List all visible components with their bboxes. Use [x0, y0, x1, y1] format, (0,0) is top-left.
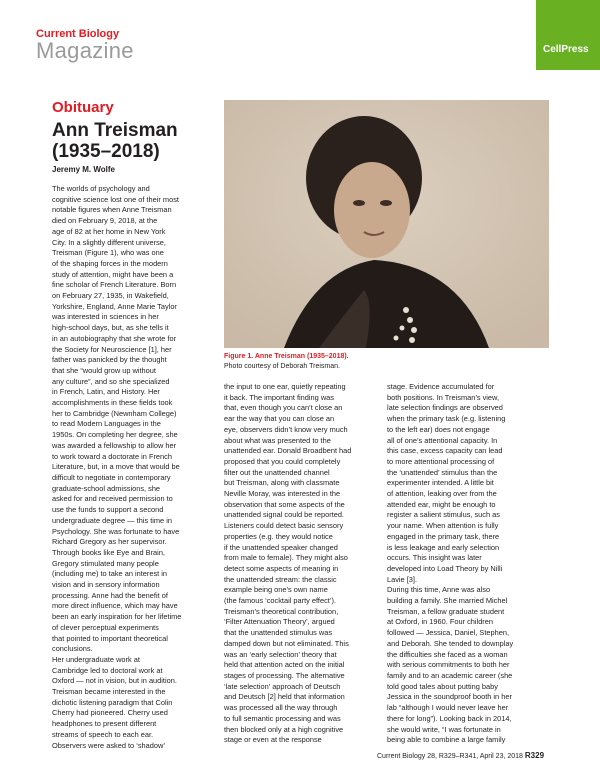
- text-line: ‘Filter Attenuation Theory’, argued: [224, 617, 335, 627]
- text-line: Cherry had pioneered. Cherry used: [52, 708, 168, 718]
- text-line: told good tales about putting baby: [387, 681, 498, 691]
- text-line: this case, excess capacity can lead: [387, 446, 503, 456]
- text-line: of attention, leaking over from the: [387, 489, 497, 499]
- text-line: and Deutsch [2] held that information: [224, 692, 345, 702]
- section-type: Magazine: [36, 38, 134, 63]
- text-line: from male to female). They might also: [224, 553, 348, 563]
- text-column-2: [224, 382, 374, 746]
- text-line: damped down but not eliminated. This: [224, 638, 349, 648]
- text-line: family and to an academic career (she: [387, 670, 513, 680]
- text-line: stage or even at the response: [224, 735, 322, 745]
- text-line: study of attention, might have been a: [52, 269, 174, 279]
- text-line: followed — Jessica, Daniel, Stephen,: [387, 628, 510, 638]
- text-line: unattended ear. Donald Broadbent had: [224, 446, 352, 456]
- text-line: Cambridge led to doctoral work at: [52, 665, 163, 675]
- text-line: was processed all the way through: [224, 703, 338, 713]
- text-line: father was panicked by the thought: [52, 355, 167, 365]
- journal-name: Current Biology: [36, 28, 120, 40]
- text-line: register a salient stimulus, such as: [387, 510, 500, 520]
- text-column-1: [52, 184, 216, 751]
- text-line: fine scholar of French Literature. Born: [52, 280, 177, 290]
- text-line: Literature, but, in a move that would be: [52, 462, 180, 472]
- text-line: and Deborah. She tended to downplay: [387, 638, 514, 648]
- text-line: there for long”). Looking back in 2014,: [387, 713, 512, 723]
- text-line: it back. The important finding was: [224, 392, 334, 402]
- article-title-line2: (1935–2018): [52, 141, 160, 162]
- text-line: in French, Latin, and History. Her: [52, 387, 160, 397]
- text-line: experimenter intended. A little bit: [387, 478, 494, 488]
- text-line: but Treisman, along with classmate: [224, 478, 340, 488]
- text-line: conclusions.: [52, 644, 93, 654]
- text-line: the unattended stream: the classic: [224, 574, 337, 584]
- text-line: Treisman became interested in the: [52, 687, 166, 697]
- text-line: headphones to present different: [52, 719, 157, 729]
- text-line: that the unattended stimulus was: [224, 628, 333, 638]
- figure-label: Figure 1. Anne Treisman (1935–2018).: [224, 353, 349, 360]
- text-line: streams of speech to each ear.: [52, 729, 154, 739]
- text-line: in an autobiography that she wrote for: [52, 333, 177, 343]
- text-line: Through books like Eye and Brain,: [52, 547, 165, 557]
- text-line: asked for and received permission to: [52, 494, 173, 504]
- text-line: notable figures when Anne Treisman: [52, 205, 172, 215]
- portrait-photo: [224, 100, 549, 348]
- text-line: cognitive science lost one of their most: [52, 194, 179, 204]
- figure-credit: Photo courtesy of Deborah Treisman.: [224, 363, 340, 370]
- text-line: to read Modern Languages in the: [52, 419, 161, 429]
- text-line: was awarded a fellowship to allow her: [52, 440, 177, 450]
- text-line: she would write, “I was fortunate in: [387, 724, 501, 734]
- text-line: to the left ear) does not engage: [387, 424, 490, 434]
- page-footer: [377, 751, 544, 760]
- text-line: The worlds of psychology and: [52, 184, 150, 193]
- text-line: dichotic listening paradigm that Colin: [52, 697, 173, 707]
- text-line: processing. Anne had the benefit of: [52, 590, 168, 600]
- text-line: properties (e.g. they would notice: [224, 531, 333, 541]
- text-line: that she “would grow up without: [52, 365, 156, 375]
- text-line: difficult to negotiate in contemporary: [52, 472, 171, 482]
- text-line: Observers were asked to ‘shadow’: [52, 740, 165, 750]
- text-line: occurs. This insight was later: [387, 553, 482, 563]
- cellpress-badge: [536, 0, 600, 70]
- text-line: undergraduate degree — this time in: [52, 515, 172, 525]
- article-title-line1: Ann Treisman: [52, 120, 178, 141]
- text-line: building a family. She married Michel: [387, 596, 508, 606]
- text-line: was interested in sciences in her: [52, 312, 159, 322]
- text-line: late selection findings are observed: [387, 403, 503, 413]
- text-line: developed into Load Theory by Nilli: [387, 563, 503, 573]
- text-line: age of 82 at her home in New York: [52, 226, 166, 236]
- text-line: vision and in sensory information: [52, 580, 160, 590]
- text-line: with serious commitments to both her: [387, 660, 510, 670]
- text-line: to more attentional processing of: [387, 456, 495, 466]
- text-line: filter out the unattended channel: [224, 467, 330, 477]
- text-line: was an ‘early selection’ theory that: [224, 649, 337, 659]
- text-line: the Society for Neuroscience [1], her: [52, 344, 172, 354]
- text-line: 1950s. On completing her degree, she: [52, 430, 178, 440]
- text-line: graduate-school admissions, she: [52, 483, 161, 493]
- text-line: Richard Gregory as her supervisor.: [52, 537, 167, 547]
- text-line: to work toward a doctorate in French: [52, 451, 172, 461]
- text-line: at Oxford, in 1960. Four children: [387, 617, 493, 627]
- text-line: died on February 9, 2018, at the: [52, 216, 158, 226]
- cellpress-logo: CellPress: [543, 44, 589, 55]
- text-line: any culture”, and so she specialized: [52, 376, 170, 386]
- text-line: use the funds to support a second: [52, 505, 164, 515]
- text-line: Yorkshire, England, Anne Marie Taylor: [52, 301, 177, 311]
- text-line: the input to one ear, quietly repeating: [224, 382, 346, 391]
- text-line: lab “although I would never leave her: [387, 703, 509, 713]
- text-line: ‘late selection’ approach of Deutsch: [224, 681, 341, 691]
- text-line: is less leakage and early selection: [387, 542, 500, 552]
- text-line: unattended signal could be reported.: [224, 510, 344, 520]
- text-line: when the primary task (e.g. listening: [387, 414, 506, 424]
- text-line: being able to combine a large family: [387, 735, 506, 745]
- text-line: that, even though you can’t close an: [224, 403, 343, 413]
- text-line: Treisman’s theoretical contribution,: [224, 606, 339, 616]
- text-line: stage. Evidence accumulated for: [387, 382, 495, 391]
- text-line: the ‘unattended’ stimulus than the: [387, 467, 498, 477]
- text-line: stages of processing. The alternative: [224, 670, 345, 680]
- text-line: both positions. In Treisman’s view,: [387, 392, 500, 402]
- text-line: (the famous ‘cocktail party effect’).: [224, 596, 336, 606]
- text-line: attended ear, might be enough to: [387, 499, 496, 509]
- text-line: During this time, Anne was also: [387, 585, 491, 595]
- text-line: proposed that you could completely: [224, 456, 341, 466]
- text-line: example being one’s own name: [224, 585, 328, 595]
- text-line: Treisman (Figure 1), who was one: [52, 248, 164, 258]
- text-line: observation that some aspects of the: [224, 499, 345, 509]
- text-line: (including me) to take an interest in: [52, 569, 168, 579]
- text-line: if the unattended speaker changed: [224, 542, 338, 552]
- text-line: more direct influence, which may have: [52, 601, 178, 611]
- article-category: Obituary: [52, 99, 114, 116]
- article-title: [52, 120, 212, 162]
- text-line: to full semantic processing and was: [224, 713, 341, 723]
- text-line: of clever perceptual experiments: [52, 622, 159, 632]
- text-line: City. In a slightly different universe,: [52, 237, 166, 247]
- text-line: your name. When attention is fully: [387, 521, 499, 531]
- text-line: her to Cambridge (Newnham College): [52, 408, 177, 418]
- footer-page-number: R329: [524, 751, 545, 760]
- text-line: high-school days, but, as she tells it: [52, 323, 169, 333]
- text-line: on February 27, 1935, in Wakefield,: [52, 291, 169, 301]
- footer-citation: Current Biology 28, R329–R341, April 23, 2018: [377, 753, 523, 760]
- text-line: Gregory stimulated many people: [52, 558, 159, 568]
- text-line: Lavie [3].: [387, 574, 417, 584]
- text-line: engaged in the primary task, there: [387, 531, 500, 541]
- text-line: Neville Moray, was interested in the: [224, 489, 341, 499]
- figure-caption: [224, 352, 349, 372]
- text-line: Psychology. She was fortunate to have: [52, 526, 180, 536]
- text-line: detect some aspects of meaning in: [224, 563, 339, 573]
- text-line: then blocked only at a high cognitive: [224, 724, 344, 734]
- article-author: Jeremy M. Wolfe: [52, 165, 115, 174]
- text-column-3: [387, 382, 547, 746]
- text-line: Treisman, a fellow graduate student: [387, 606, 505, 616]
- text-line: the difficulties she faced as a woman: [387, 649, 508, 659]
- text-line: Jessica in the soundproof booth in her: [387, 692, 512, 702]
- text-line: Oxford — not in vision, but in audition.: [52, 676, 177, 686]
- text-line: eye, observers didn’t know very much: [224, 424, 348, 434]
- text-line: accomplishments in these fields took: [52, 398, 173, 408]
- text-line: about what was presented to the: [224, 435, 331, 445]
- text-line: held that attention acted on the initial: [224, 660, 345, 670]
- text-line: Her undergraduate work at: [52, 654, 140, 664]
- text-line: that pointed to important theoretical: [52, 633, 168, 643]
- text-line: ear the way that you can close an: [224, 414, 335, 424]
- text-line: of the shaping forces in the modern: [52, 258, 168, 268]
- text-line: Listeners could detect basic sensory: [224, 521, 344, 531]
- text-line: all of one’s attentional capacity. In: [387, 435, 498, 445]
- text-line: been an early inspiration for her lifetime: [52, 612, 182, 622]
